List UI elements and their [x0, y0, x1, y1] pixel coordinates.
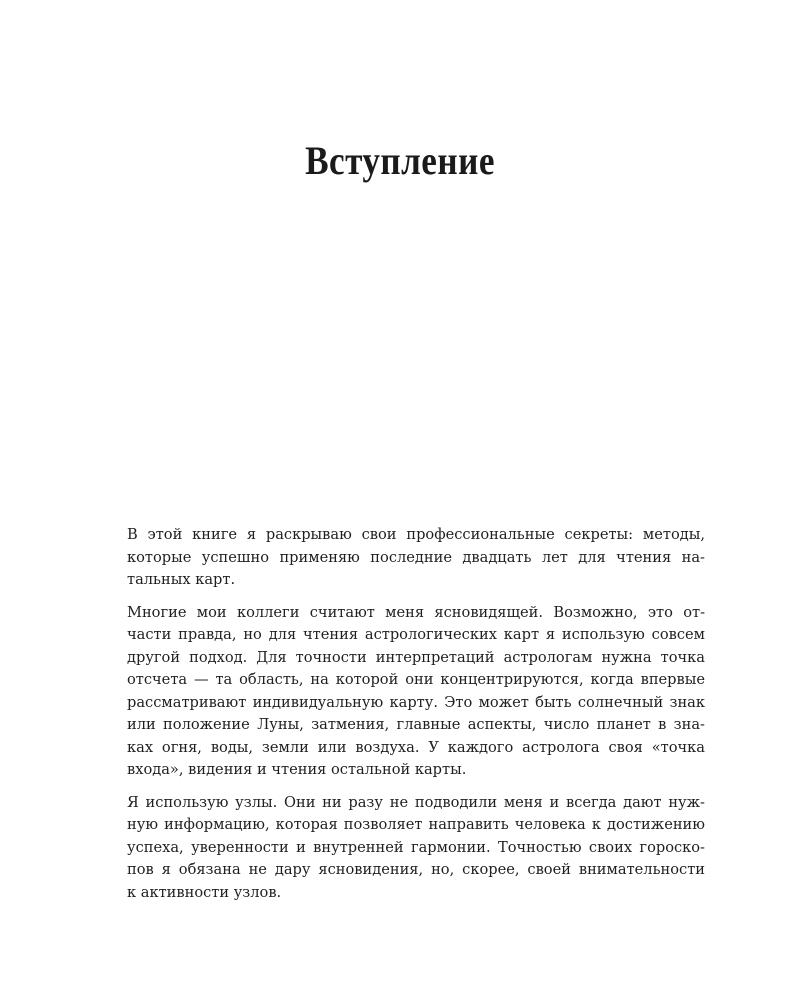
text-line: к активности узлов.: [127, 883, 282, 901]
text-line: успеха, уверенности и внутренней гармонии. Точностью своих гороско-: [127, 838, 705, 856]
text-line: отсчета — та область, на которой они концентрируются, когда впервые: [127, 671, 705, 688]
text-line: Многие мои коллеги считают меня ясновидящей. Возможно, это от-: [127, 603, 705, 621]
text-line: ную информацию, которая позволяет направить человека к достижению: [127, 816, 705, 833]
text-line: или положение Луны, затмения, главные аспекты, число планет в зна-: [127, 716, 705, 733]
text-line: В этой книге я раскрываю свои профессиональные секреты: методы,: [127, 526, 705, 543]
text-line: Я использую узлы. Они ни разу не подводили меня и всегда дают нуж-: [127, 793, 705, 811]
paragraph-3: [127, 792, 705, 905]
text-line: которые успешно применяю последние двадцать лет для чтения на-: [127, 548, 705, 566]
text-line: части правда, но для чтения астрологических карт я использую совсем: [127, 626, 705, 643]
paragraph-2: [127, 602, 705, 782]
body-text: [127, 524, 705, 914]
text-line: тальных карт.: [127, 571, 236, 588]
paragraph-1: [127, 524, 705, 592]
text-line: входа», видения и чтения остальной карты.: [127, 761, 467, 778]
text-line: пов я обязана не дару ясновидения, но, скорее, своей внимательности: [127, 861, 705, 878]
text-line: ках огня, воды, земли или воздуха. У каждого астролога своя «точка: [127, 738, 705, 756]
page-title: Вступление: [305, 137, 495, 183]
text-line: другой подход. Для точности интерпретаций астрологам нужна точка: [127, 648, 705, 666]
text-line: рассматривают индивидуальную карту. Это может быть солнечный знак: [127, 693, 705, 711]
